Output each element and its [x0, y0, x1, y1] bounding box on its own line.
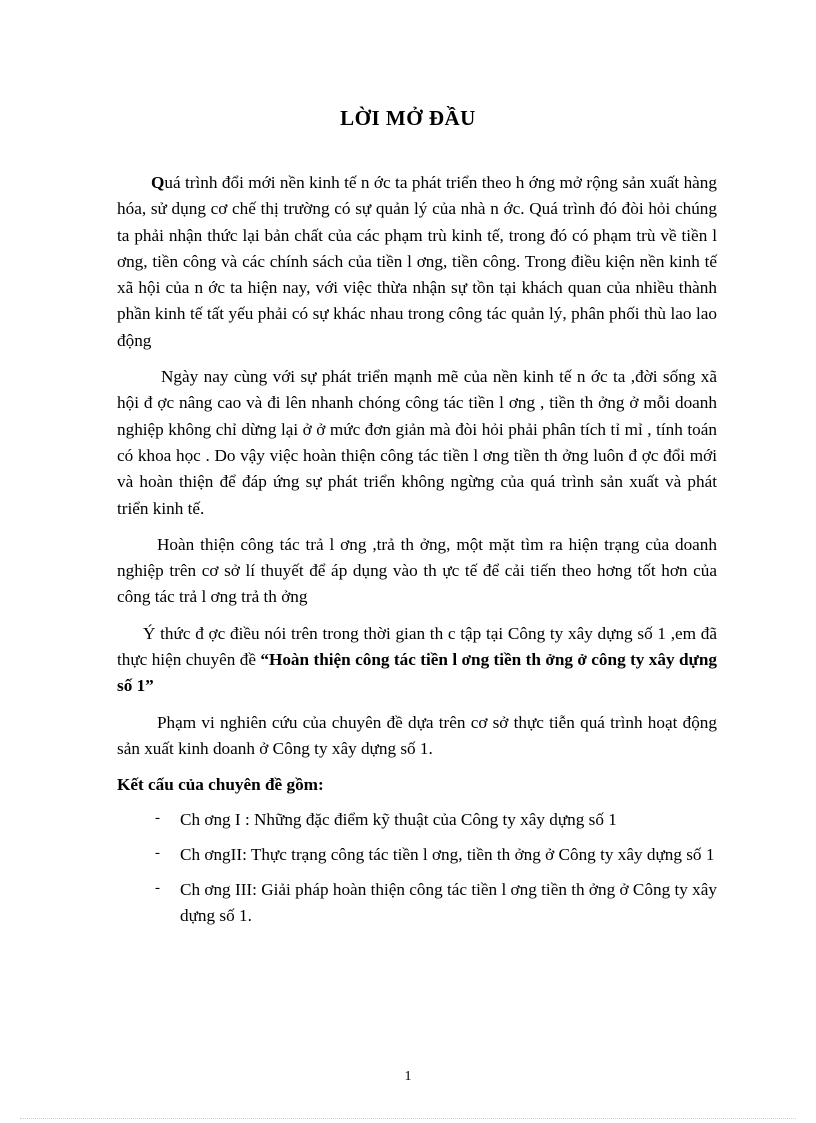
chapter-item: [117, 842, 717, 868]
page-break-divider: [20, 1118, 796, 1119]
chapter-list: [117, 807, 717, 930]
chapter-item: [117, 877, 717, 930]
page-number: 1: [404, 1069, 412, 1084]
paragraph-topic: [117, 621, 717, 700]
paragraph-development: Ngày nay cùng với sự phát triển mạnh mẽ của nền kinh tế n ớc ta ,đời sống xã hội đ ợc nâng cao và đi lên nhanh chóng công tác tiền l ơng , tiền th ởng ở mỗi doanh nghiệp không chỉ dừng lại ở ở mức đơn giản mà đòi hỏi phải phân tích tỉ mỉ , tính toán có khoa học . Do vậy việc hoàn thiện công tác tiền l ơng tiền th ởng luôn đ ợc đổi mới và hoàn thiện để đáp ứng sự phát triển không ngừng của quá trình sản xuất và phát triển kinh tế.: [117, 367, 717, 518]
paragraph-intro: [117, 170, 717, 354]
chapter-label: Ch ơngII: Thực trạng công tác tiền l ơng, tiền th ởng ở Công ty xây dựng số 1: [180, 844, 715, 864]
paragraph-scope: Phạm vi nghiên cứu của chuyên đề dựa trên cơ sở thực tiễn quá trình hoạt động sản xuất kinh doanh ở Công ty xây dựng số 1.: [117, 712, 717, 758]
thesis-topic: “Hoàn thiện công tác tiền l ơng tiền th ởng ở công ty xây dựng số 1”: [117, 650, 717, 696]
bullet-dash: -: [155, 809, 160, 826]
paragraph-improvement: Hoàn thiện công tác trả l ơng ,trả th ởng, một mặt tìm ra hiện trạng của doanh nghiệp trên cơ sở lí thuyết để áp dụng vào th ực tế để cải tiến theo hơng tốt hơn của công tác trả l ơng trả th ởng: [117, 534, 717, 607]
paragraph-intro-text: uá trình đổi mới nền kinh tế n ớc ta phát triển theo h ớng mở rộng sản xuất hàng hóa, sử dụng cơ chế thị trường có sự quản lý của nhà n ớc. Quá trình đó đòi hỏi chúng ta phải nhận thức lại bản chất của các phạm trù kinh tế, trong đó có phạm trù về tiền l ơng, tiền công và các chính sách của tiền l ơng, tiền công. Trong điều kiện nền kinh tế xã hội của n ớc ta hiện nay, với việc thừa nhận sự tồn tại khách quan của nhiều thành phần kinh tế tất yếu phải có sự khác nhau trong công tác quản lý, phân phối thù lao lao động: [117, 173, 717, 350]
chapter-label: Ch ơng III: Giải pháp hoàn thiện công tác tiền l ơng tiền th ởng ở Công ty xây dựng số 1.: [180, 880, 717, 926]
bullet-dash: -: [155, 880, 160, 897]
bullet-dash: -: [155, 844, 160, 861]
chapter-item: [117, 807, 717, 833]
document-title: LỜI MỞ ĐẦU: [340, 106, 476, 130]
document-body: [117, 170, 717, 939]
dropcap-letter: Q: [151, 173, 165, 192]
chapter-label: Ch ơng I : Những đặc điểm kỹ thuật của Công ty xây dựng số 1: [180, 809, 617, 829]
structure-heading: Kết cấu của chuyên đề gồm:: [117, 775, 324, 795]
paragraph-topic-text: Ý thức đ ợc điều nói trên trong thời gian th c tập tại Công ty xây dựng số 1 ,em đã thực hiện chuyên đề: [117, 623, 717, 670]
